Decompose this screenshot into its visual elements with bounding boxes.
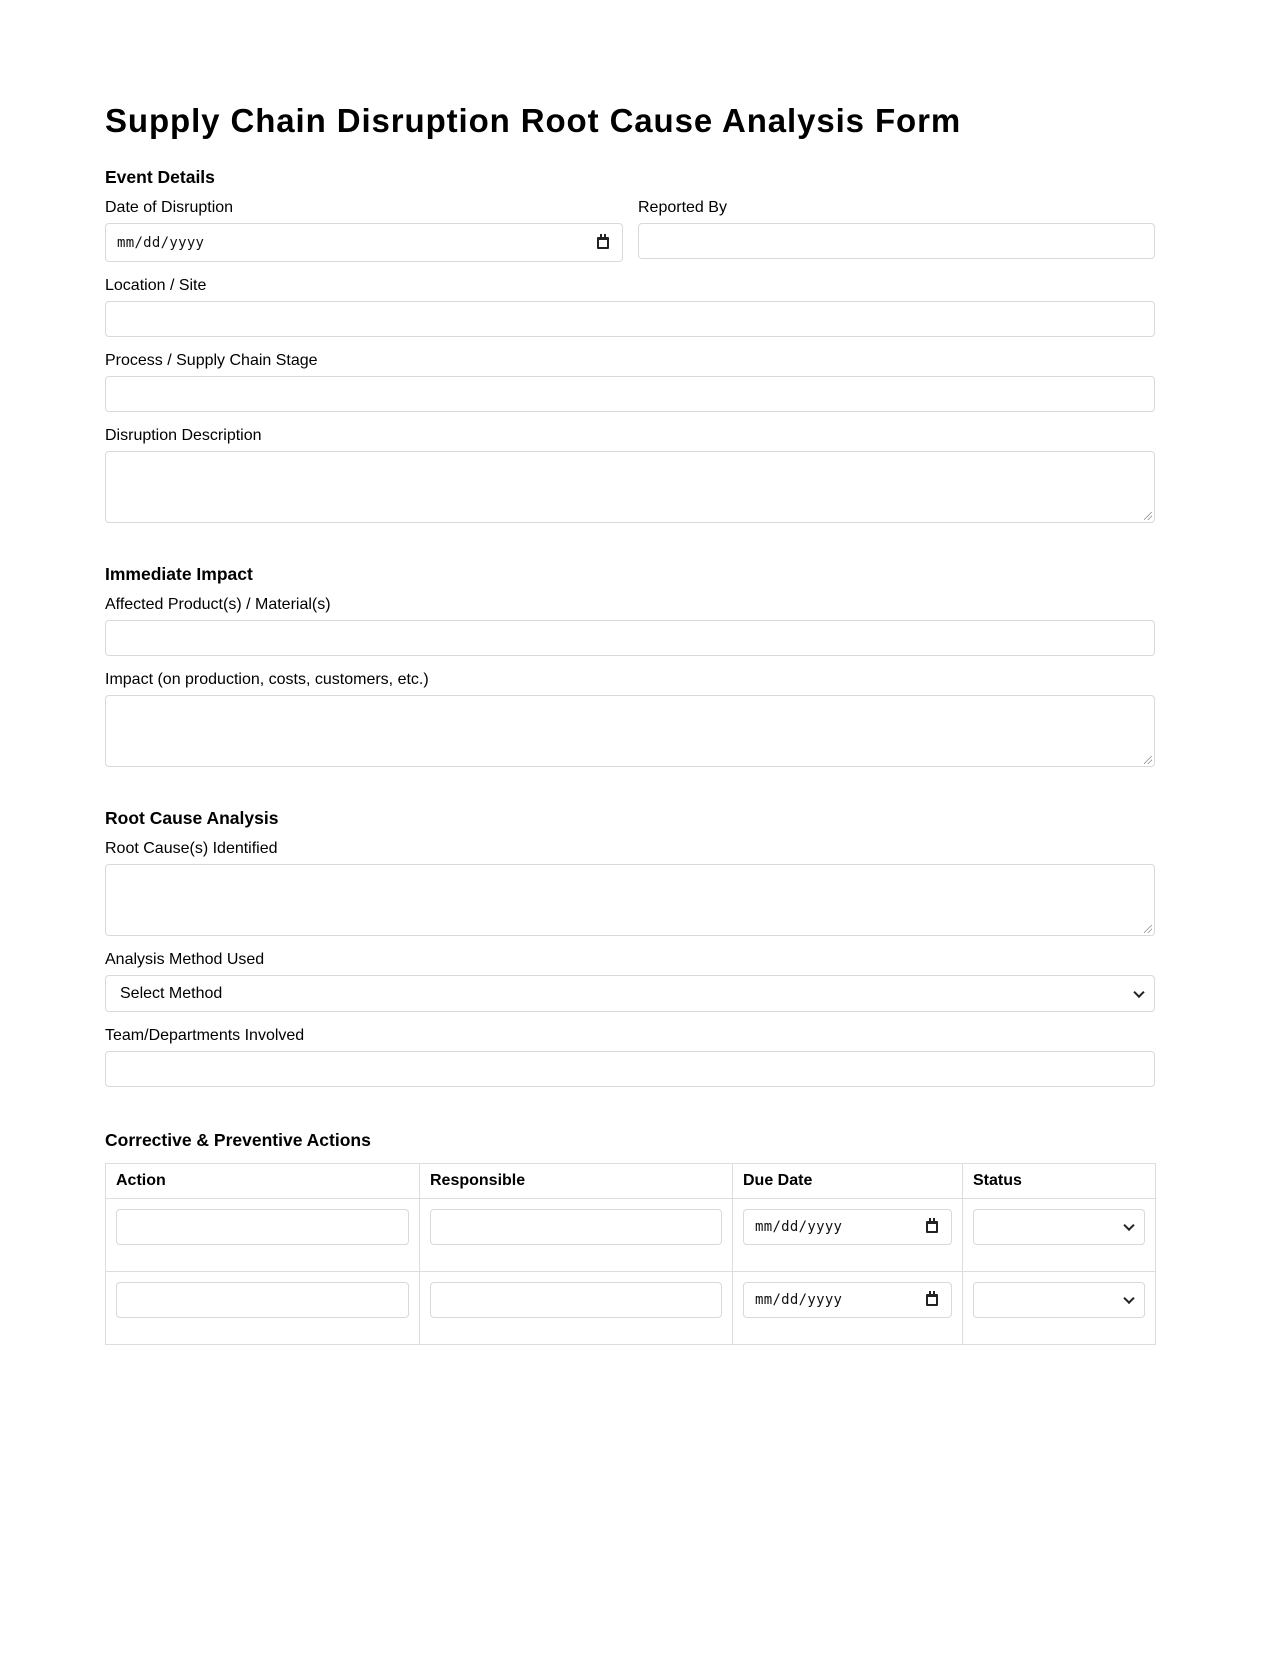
action-input[interactable] [116, 1282, 409, 1318]
calendar-icon[interactable] [597, 237, 609, 249]
analysis-method-selected: Select Method [120, 984, 223, 1002]
resize-handle-icon[interactable] [1144, 756, 1152, 764]
calendar-icon[interactable] [926, 1221, 938, 1233]
location-input[interactable] [105, 301, 1155, 337]
analysis-method-select[interactable] [105, 975, 1155, 1012]
responsible-input[interactable] [430, 1209, 722, 1245]
due-date-input[interactable] [743, 1282, 952, 1318]
team-departments-label: Team/Departments Involved [105, 1027, 305, 1044]
affected-products-input[interactable] [105, 620, 1155, 656]
analysis-method-label: Analysis Method Used [105, 951, 265, 968]
date-placeholder: mm/dd/yyyy [755, 1292, 843, 1308]
disruption-description-label: Disruption Description [105, 427, 262, 444]
resize-handle-icon[interactable] [1144, 925, 1152, 933]
table-row [106, 1199, 1156, 1272]
section-heading-event-details: Event Details [105, 167, 215, 187]
status-select[interactable] [973, 1282, 1145, 1318]
section-heading-actions: Corrective & Preventive Actions [105, 1130, 371, 1150]
due-date-input[interactable] [743, 1209, 952, 1245]
chevron-down-icon [1123, 1293, 1134, 1304]
affected-products-label: Affected Product(s) / Material(s) [105, 596, 331, 613]
impact-label: Impact (on production, costs, customers, etc.) [105, 671, 429, 688]
disruption-description-textarea[interactable] [105, 451, 1155, 523]
responsible-input[interactable] [430, 1282, 722, 1318]
impact-textarea[interactable] [105, 695, 1155, 767]
team-departments-input[interactable] [105, 1051, 1155, 1087]
process-stage-label: Process / Supply Chain Stage [105, 352, 318, 369]
reported-by-input[interactable] [638, 223, 1155, 259]
root-causes-label: Root Cause(s) Identified [105, 840, 278, 857]
resize-handle-icon[interactable] [1144, 512, 1152, 520]
chevron-down-icon [1123, 1220, 1134, 1231]
table-row [106, 1272, 1156, 1345]
location-label: Location / Site [105, 277, 207, 294]
date-of-disruption-label: Date of Disruption [105, 199, 234, 216]
date-of-disruption-input[interactable] [105, 223, 623, 262]
actions-table [105, 1163, 1156, 1345]
date-placeholder: mm/dd/yyyy [755, 1219, 843, 1235]
column-header-due-date: Due Date [733, 1164, 963, 1199]
table-header-row [106, 1164, 1156, 1199]
date-placeholder: mm/dd/yyyy [117, 234, 205, 251]
root-causes-textarea[interactable] [105, 864, 1155, 936]
process-stage-input[interactable] [105, 376, 1155, 412]
page-title: Supply Chain Disruption Root Cause Analysis Form [105, 102, 962, 139]
section-heading-root-cause: Root Cause Analysis [105, 808, 279, 828]
calendar-icon[interactable] [926, 1294, 938, 1306]
reported-by-label: Reported By [638, 199, 727, 216]
action-input[interactable] [116, 1209, 409, 1245]
section-heading-immediate-impact: Immediate Impact [105, 564, 253, 584]
form-container [105, 0, 1155, 1308]
chevron-down-icon [1133, 986, 1144, 997]
column-header-responsible: Responsible [420, 1164, 733, 1199]
column-header-action: Action [106, 1164, 420, 1199]
status-select[interactable] [973, 1209, 1145, 1245]
column-header-status: Status [963, 1164, 1156, 1199]
